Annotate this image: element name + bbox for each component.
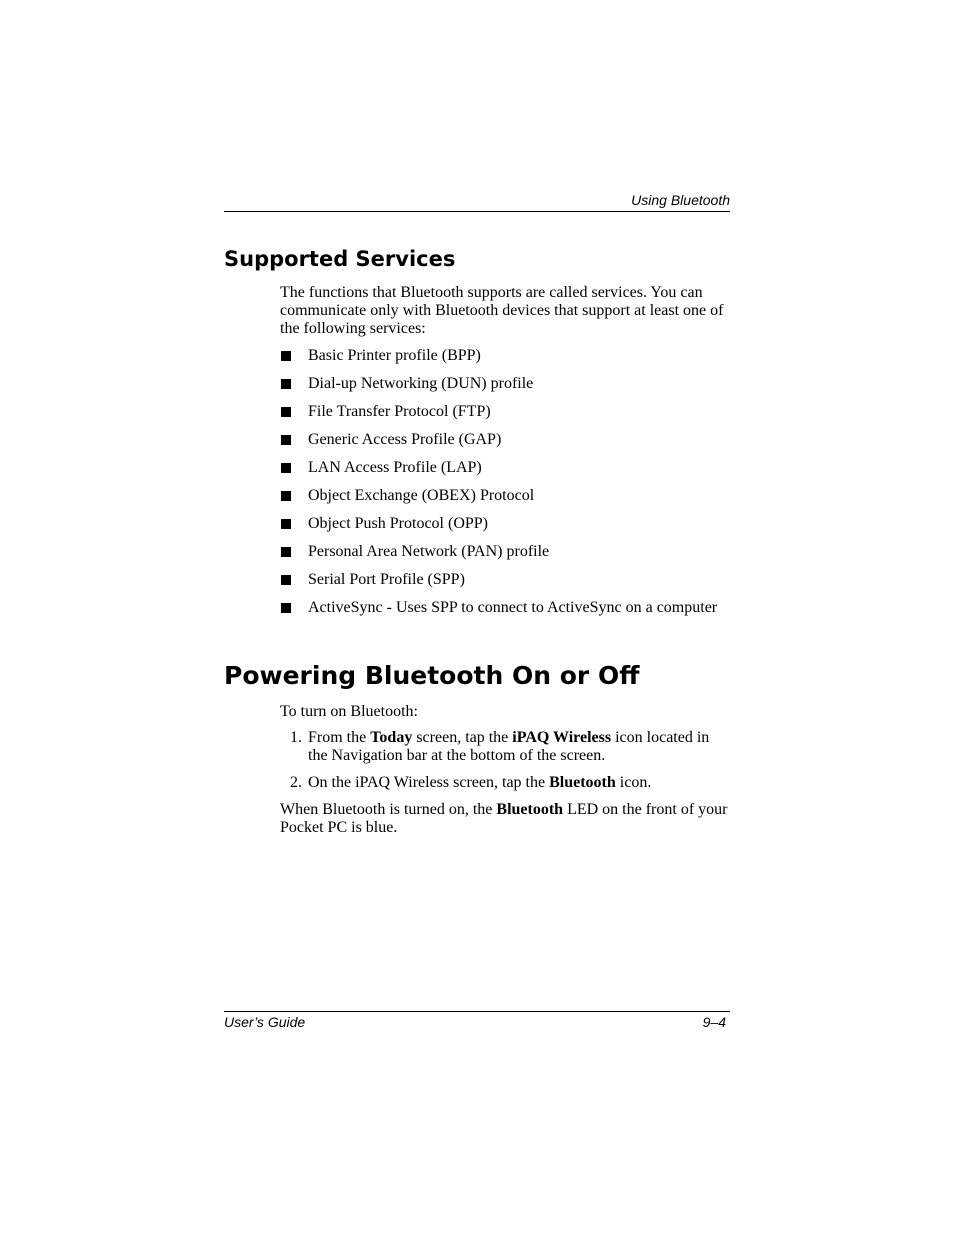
today-term: Today — [370, 729, 413, 746]
bluetooth-term: Bluetooth — [549, 774, 616, 791]
list-item: Personal Area Network (PAN) profile — [280, 543, 730, 561]
square-bullet-icon — [281, 435, 291, 445]
list-item: Object Push Protocol (OPP) — [280, 515, 730, 533]
list-item: Object Exchange (OBEX) Protocol — [280, 487, 730, 505]
powering-closing: When Bluetooth is turned on, the Bluetooth LED on the front of your Pocket PC is blue. — [280, 801, 728, 836]
header-rule — [224, 211, 730, 212]
list-item: Basic Printer profile (BPP) — [280, 347, 730, 365]
supported-services-intro: The functions that Bluetooth supports are called services. You can communicate only with Bluetooth devices that support at least one of the following services: — [280, 284, 724, 337]
supported-services-heading: Supported Services — [224, 247, 456, 271]
powering-bluetooth-heading: Powering Bluetooth On or Off — [224, 661, 640, 690]
square-bullet-icon — [281, 575, 291, 585]
square-bullet-icon — [281, 351, 291, 361]
services-list — [280, 347, 730, 627]
list-item: Dial-up Networking (DUN) profile — [280, 375, 730, 393]
list-item: Generic Access Profile (GAP) — [280, 431, 730, 449]
bluetooth-led-term: Bluetooth — [496, 801, 564, 818]
step-number: 2. — [290, 774, 302, 791]
square-bullet-icon — [281, 379, 291, 389]
running-footer — [224, 1013, 726, 1031]
page-number: 9–4 — [702, 1014, 726, 1030]
running-header: Using Bluetooth — [631, 192, 730, 208]
square-bullet-icon — [281, 463, 291, 473]
footer-rule — [224, 1011, 730, 1012]
list-item: Serial Port Profile (SPP) — [280, 571, 730, 589]
guide-title: User’s Guide — [224, 1014, 306, 1030]
square-bullet-icon — [281, 491, 291, 501]
square-bullet-icon — [281, 547, 291, 557]
step-number: 1. — [290, 729, 302, 746]
square-bullet-icon — [281, 519, 291, 529]
list-item: ActiveSync - Uses SPP to connect to ActiveSync on a computer — [280, 599, 730, 617]
list-item: File Transfer Protocol (FTP) — [280, 403, 730, 421]
list-item: LAN Access Profile (LAP) — [280, 459, 730, 477]
step-1: 1. From the Today screen, tap the iPAQ Wireless icon located in the Navigation bar at the bottom of the screen. — [290, 729, 710, 764]
square-bullet-icon — [281, 603, 291, 613]
powering-intro: To turn on Bluetooth: — [280, 703, 418, 720]
step-2: 2. On the iPAQ Wireless screen, tap the Bluetooth icon. — [290, 774, 652, 791]
steps-list — [280, 729, 730, 801]
square-bullet-icon — [281, 407, 291, 417]
ipaq-wireless-term: iPAQ Wireless — [512, 729, 612, 746]
